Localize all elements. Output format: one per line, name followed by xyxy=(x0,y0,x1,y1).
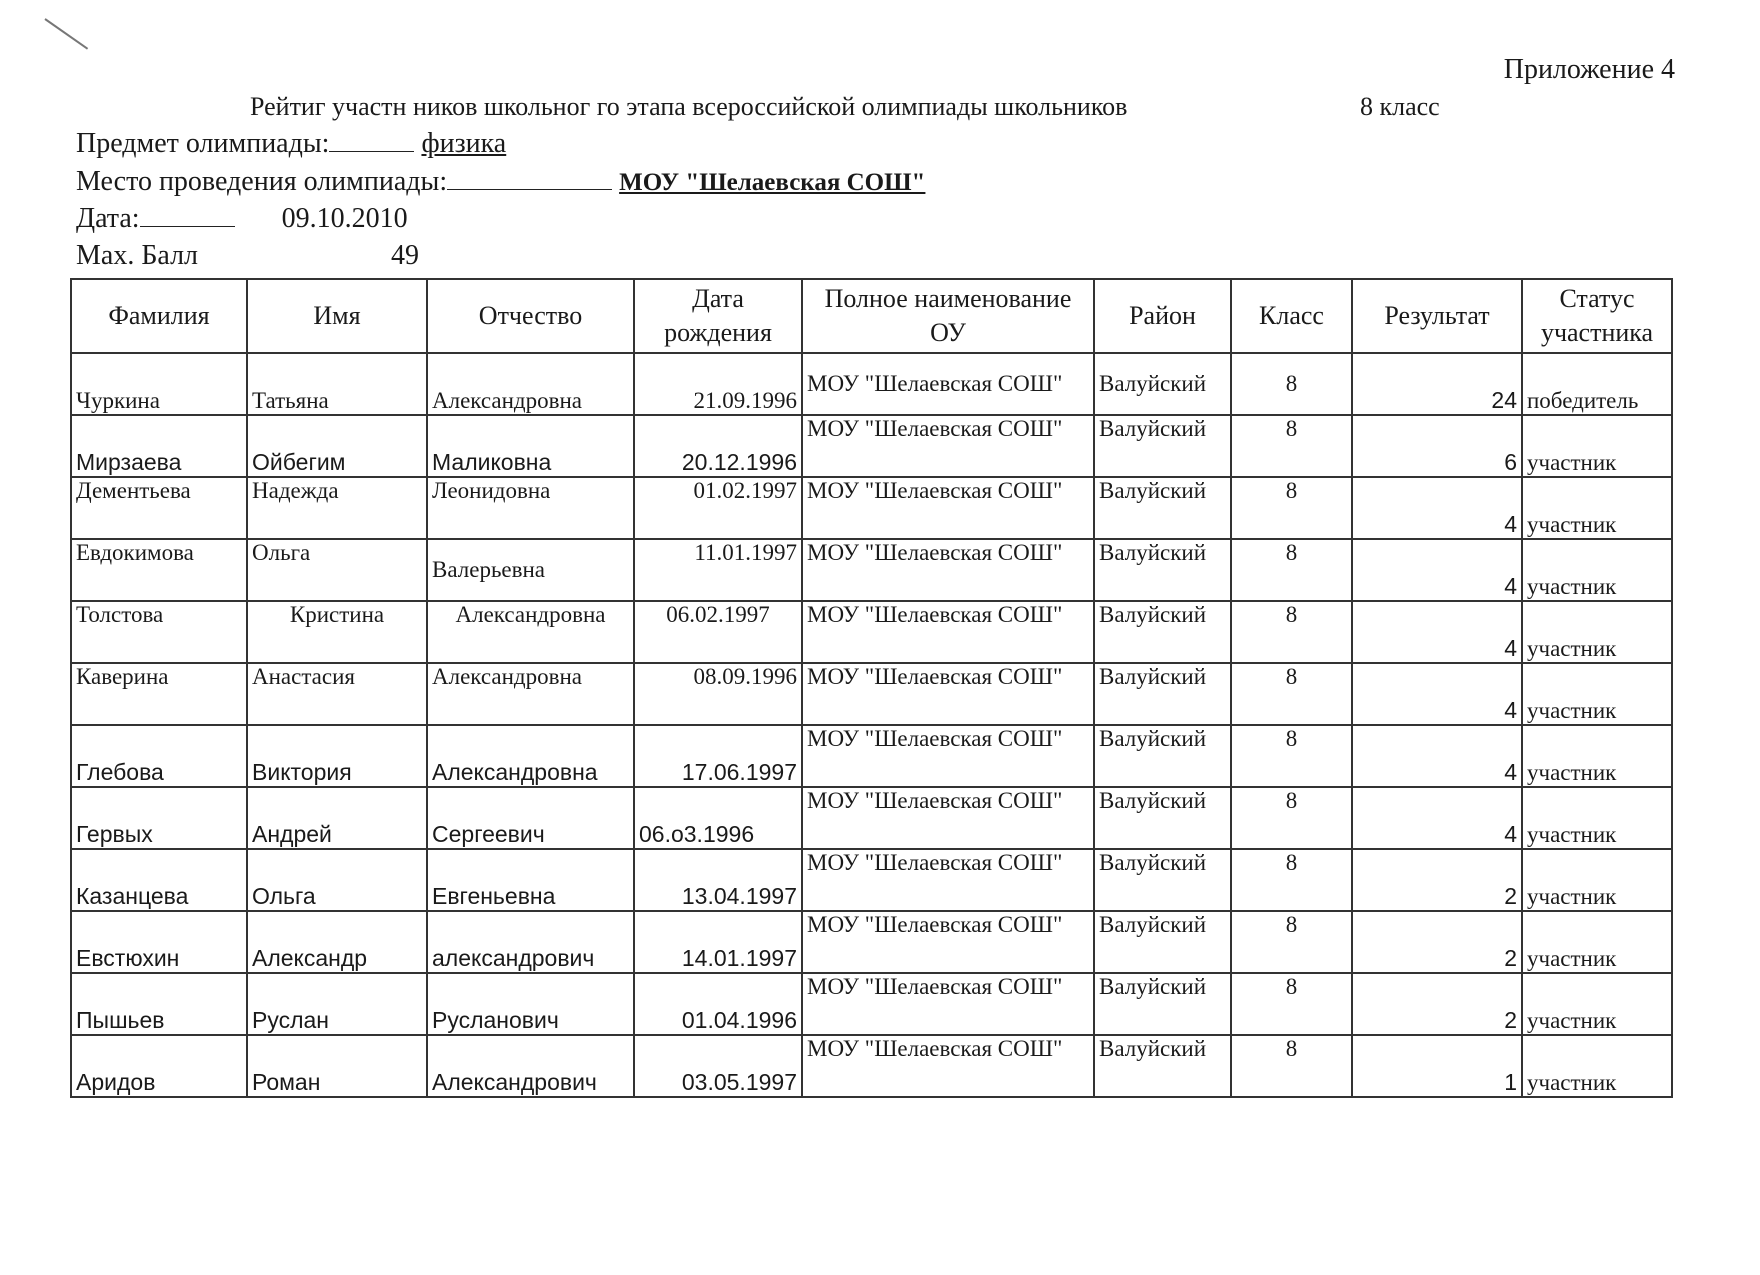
surname-cell: Аридов xyxy=(71,1035,247,1097)
result-cell: 4 xyxy=(1352,601,1522,663)
school-cell: МОУ "Шелаевская СОШ" xyxy=(802,353,1094,415)
class-cell: 8 xyxy=(1231,787,1352,849)
subject-label: Предмет олимпиады: xyxy=(76,128,330,159)
status-cell: участник xyxy=(1522,415,1672,477)
surname-cell: Чуркина xyxy=(71,353,247,415)
district-cell: Валуйский xyxy=(1094,911,1231,973)
school-cell: МОУ "Шелаевская СОШ" xyxy=(802,539,1094,601)
status-cell: участник xyxy=(1522,477,1672,539)
subject-line xyxy=(76,128,506,160)
name-cell: Александр xyxy=(247,911,427,973)
dob-cell: 17.06.1997 xyxy=(634,725,802,787)
table-row xyxy=(71,601,1672,663)
date-label: Дата: xyxy=(76,203,140,234)
district-cell: Валуйский xyxy=(1094,539,1231,601)
max-score-value: 49 xyxy=(391,240,419,271)
surname-cell: Евдокимова xyxy=(71,539,247,601)
table-row xyxy=(71,973,1672,1035)
patronymic-cell: Сергеевич xyxy=(427,787,634,849)
table-row xyxy=(71,725,1672,787)
school-cell: МОУ "Шелаевская СОШ" xyxy=(802,787,1094,849)
patronymic-cell: Александрович xyxy=(427,1035,634,1097)
table-row xyxy=(71,849,1672,911)
surname-cell: Гервых xyxy=(71,787,247,849)
blank-line xyxy=(329,150,414,152)
document-title: Рейтиг участн ников школьног го этапа всероссийской олимпиады школьников xyxy=(250,92,1128,121)
table-row xyxy=(71,415,1672,477)
grade-label: 8 класс xyxy=(1360,92,1440,121)
result-cell: 2 xyxy=(1352,849,1522,911)
col-surname: Фамилия xyxy=(71,279,247,353)
surname-cell: Дементьева xyxy=(71,477,247,539)
name-cell: Виктория xyxy=(247,725,427,787)
school-cell: МОУ "Шелаевская СОШ" xyxy=(802,973,1094,1035)
class-cell: 8 xyxy=(1231,663,1352,725)
school-cell: МОУ "Шелаевская СОШ" xyxy=(802,725,1094,787)
patronymic-cell: александрович xyxy=(427,911,634,973)
table-row xyxy=(71,477,1672,539)
dob-cell: 06.о3.1996 xyxy=(634,787,802,849)
patronymic-cell: Леонидовна xyxy=(427,477,634,539)
col-patronymic: Отчество xyxy=(427,279,634,353)
school-cell: МОУ "Шелаевская СОШ" xyxy=(802,601,1094,663)
venue-value: МОУ "Шелаевская СОШ" xyxy=(619,169,926,196)
col-dob: Дата рождения xyxy=(634,279,802,353)
patronymic-cell: Александровна xyxy=(427,725,634,787)
blank-line xyxy=(447,188,612,190)
district-cell: Валуйский xyxy=(1094,601,1231,663)
status-cell: участник xyxy=(1522,911,1672,973)
table-row xyxy=(71,787,1672,849)
rating-table xyxy=(70,278,1673,1098)
patronymic-cell: Маликовна xyxy=(427,415,634,477)
table-row xyxy=(71,1035,1672,1097)
result-cell: 6 xyxy=(1352,415,1522,477)
status-cell: участник xyxy=(1522,1035,1672,1097)
venue-label: Место проведения олимпиады: xyxy=(76,166,448,197)
class-cell: 8 xyxy=(1231,477,1352,539)
result-cell: 4 xyxy=(1352,477,1522,539)
district-cell: Валуйский xyxy=(1094,973,1231,1035)
school-cell: МОУ "Шелаевская СОШ" xyxy=(802,477,1094,539)
district-cell: Валуйский xyxy=(1094,353,1231,415)
name-cell: Анастасия xyxy=(247,663,427,725)
district-cell: Валуйский xyxy=(1094,787,1231,849)
col-class: Класс xyxy=(1231,279,1352,353)
dob-cell: 21.09.1996 xyxy=(634,353,802,415)
result-cell: 4 xyxy=(1352,663,1522,725)
name-cell: Надежда xyxy=(247,477,427,539)
table-row xyxy=(71,539,1672,601)
district-cell: Валуйский xyxy=(1094,849,1231,911)
result-cell: 2 xyxy=(1352,911,1522,973)
status-cell: участник xyxy=(1522,725,1672,787)
status-cell: участник xyxy=(1522,601,1672,663)
class-cell: 8 xyxy=(1231,973,1352,1035)
school-cell: МОУ "Шелаевская СОШ" xyxy=(802,663,1094,725)
patronymic-cell: Валерьевна xyxy=(427,539,634,601)
col-school: Полное наименование ОУ xyxy=(802,279,1094,353)
name-cell: Кристина xyxy=(247,601,427,663)
name-cell: Татьяна xyxy=(247,353,427,415)
surname-cell: Глебова xyxy=(71,725,247,787)
class-cell: 8 xyxy=(1231,849,1352,911)
max-score-label: Мах. Балл xyxy=(76,240,199,271)
table-row xyxy=(71,353,1672,415)
result-cell: 4 xyxy=(1352,725,1522,787)
table-row xyxy=(71,663,1672,725)
result-cell: 1 xyxy=(1352,1035,1522,1097)
class-cell: 8 xyxy=(1231,353,1352,415)
class-cell: 8 xyxy=(1231,601,1352,663)
col-district: Район xyxy=(1094,279,1231,353)
name-cell: Ольга xyxy=(247,539,427,601)
venue-line xyxy=(76,166,925,198)
dob-cell: 20.12.1996 xyxy=(634,415,802,477)
result-cell: 24 xyxy=(1352,353,1522,415)
class-cell: 8 xyxy=(1231,725,1352,787)
blank-line xyxy=(140,225,235,227)
appendix-label: Приложение 4 xyxy=(1503,54,1675,85)
dob-cell: 14.01.1997 xyxy=(634,911,802,973)
col-name: Имя xyxy=(247,279,427,353)
dob-cell: 01.04.1996 xyxy=(634,973,802,1035)
status-cell: участник xyxy=(1522,849,1672,911)
dob-cell: 01.02.1997 xyxy=(634,477,802,539)
dob-cell: 13.04.1997 xyxy=(634,849,802,911)
patronymic-cell: Александровна xyxy=(427,601,634,663)
patronymic-cell: Русланович xyxy=(427,973,634,1035)
surname-cell: Евстюхин xyxy=(71,911,247,973)
header-row xyxy=(71,279,1672,353)
name-cell: Андрей xyxy=(247,787,427,849)
dob-cell: 03.05.1997 xyxy=(634,1035,802,1097)
date-line xyxy=(76,203,408,235)
dob-cell: 11.01.1997 xyxy=(634,539,802,601)
status-cell: участник xyxy=(1522,787,1672,849)
school-cell: МОУ "Шелаевская СОШ" xyxy=(802,1035,1094,1097)
result-cell: 4 xyxy=(1352,539,1522,601)
patronymic-cell: Александровна xyxy=(427,663,634,725)
subject-value: физика xyxy=(421,128,507,159)
col-status: Статус участника xyxy=(1522,279,1672,353)
school-cell: МОУ "Шелаевская СОШ" xyxy=(802,849,1094,911)
name-cell: Руслан xyxy=(247,973,427,1035)
school-cell: МОУ "Шелаевская СОШ" xyxy=(802,415,1094,477)
surname-cell: Мирзаева xyxy=(71,415,247,477)
district-cell: Валуйский xyxy=(1094,1035,1231,1097)
patronymic-cell: Александровна xyxy=(427,353,634,415)
scan-pen-mark xyxy=(44,18,88,49)
surname-cell: Пышьев xyxy=(71,973,247,1035)
status-cell: участник xyxy=(1522,663,1672,725)
class-cell: 8 xyxy=(1231,911,1352,973)
dob-cell: 06.02.1997 xyxy=(634,601,802,663)
surname-cell: Толстова xyxy=(71,601,247,663)
dob-cell: 08.09.1996 xyxy=(634,663,802,725)
class-cell: 8 xyxy=(1231,539,1352,601)
name-cell: Ойбегим xyxy=(247,415,427,477)
name-cell: Роман xyxy=(247,1035,427,1097)
district-cell: Валуйский xyxy=(1094,725,1231,787)
status-cell: участник xyxy=(1522,973,1672,1035)
patronymic-cell: Евгеньевна xyxy=(427,849,634,911)
result-cell: 2 xyxy=(1352,973,1522,1035)
table-row xyxy=(71,911,1672,973)
class-cell: 8 xyxy=(1231,1035,1352,1097)
status-cell: участник xyxy=(1522,539,1672,601)
school-cell: МОУ "Шелаевская СОШ" xyxy=(802,911,1094,973)
date-value: 09.10.2010 xyxy=(281,203,408,234)
district-cell: Валуйский xyxy=(1094,663,1231,725)
max-score-line xyxy=(76,240,419,272)
col-result: Результат xyxy=(1352,279,1522,353)
surname-cell: Казанцева xyxy=(71,849,247,911)
district-cell: Валуйский xyxy=(1094,415,1231,477)
status-cell: победитель xyxy=(1522,353,1672,415)
class-cell: 8 xyxy=(1231,415,1352,477)
result-cell: 4 xyxy=(1352,787,1522,849)
district-cell: Валуйский xyxy=(1094,477,1231,539)
surname-cell: Каверина xyxy=(71,663,247,725)
name-cell: Ольга xyxy=(247,849,427,911)
